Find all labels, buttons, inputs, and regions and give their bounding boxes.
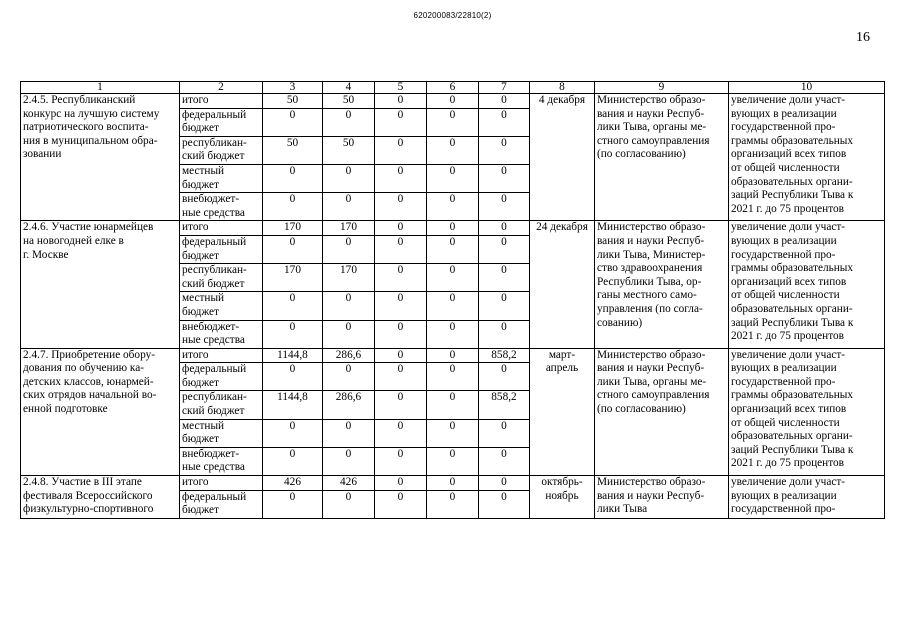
executor-cell: Министерство образо- вания и науки Респуб- лики Тыва, органы ме- стного самоуправления (по согласованию) <box>595 348 729 475</box>
amount-cell: 0 <box>375 447 427 475</box>
activity-name-cell: 2.4.8. Участие в III этапе фестиваля Всероссийского физкультурно-спортивного <box>21 476 180 519</box>
amount-cell: 426 <box>323 476 375 491</box>
term-cell: 4 декабря <box>530 94 595 221</box>
amount-cell: 50 <box>263 136 323 164</box>
amount-cell: 0 <box>479 490 530 518</box>
expected-result-cell: увеличение доли участ- вующих в реализации государственной про- граммы образовательных организаций всех типов от общей численности образовательных органи- заций Республики Тыва к 2021 г. до 75 процентов <box>729 221 885 348</box>
amount-cell: 858,2 <box>479 348 530 363</box>
amount-cell: 0 <box>375 363 427 391</box>
funding-source-cell: федеральный бюджет <box>180 108 263 136</box>
amount-cell: 0 <box>427 320 479 348</box>
amount-cell: 0 <box>263 490 323 518</box>
amount-cell: 0 <box>375 193 427 221</box>
amount-cell: 0 <box>427 419 479 447</box>
column-number: 6 <box>427 82 479 94</box>
funding-source-cell: итого <box>180 221 263 236</box>
amount-cell: 0 <box>479 235 530 263</box>
table-row <box>21 221 885 236</box>
amount-cell: 1144,8 <box>263 391 323 419</box>
amount-cell: 0 <box>479 320 530 348</box>
amount-cell: 170 <box>323 221 375 236</box>
amount-cell: 0 <box>427 447 479 475</box>
amount-cell: 0 <box>479 476 530 491</box>
funding-source-cell: итого <box>180 94 263 109</box>
amount-cell: 0 <box>375 419 427 447</box>
amount-cell: 50 <box>323 136 375 164</box>
amount-cell: 0 <box>479 193 530 221</box>
amount-cell: 0 <box>427 136 479 164</box>
amount-cell: 0 <box>323 363 375 391</box>
amount-cell: 50 <box>263 94 323 109</box>
executor-cell: Министерство образо- вания и науки Респуб- лики Тыва <box>595 476 729 519</box>
amount-cell: 0 <box>375 391 427 419</box>
amount-cell: 0 <box>323 320 375 348</box>
table-body <box>21 82 885 519</box>
amount-cell: 0 <box>427 193 479 221</box>
budget-table <box>20 81 885 519</box>
amount-cell: 0 <box>427 235 479 263</box>
amount-cell: 170 <box>323 264 375 292</box>
table-row <box>21 348 885 363</box>
expected-result-cell: увеличение доли участ- вующих в реализации государственной про- граммы образовательных организаций всех типов от общей численности образовательных органи- заций Республики Тыва к 2021 г. до 75 процентов <box>729 94 885 221</box>
amount-cell: 0 <box>375 221 427 236</box>
amount-cell: 50 <box>323 94 375 109</box>
amount-cell: 0 <box>323 490 375 518</box>
amount-cell: 0 <box>375 320 427 348</box>
amount-cell: 0 <box>323 193 375 221</box>
amount-cell: 0 <box>427 476 479 491</box>
amount-cell: 286,6 <box>323 391 375 419</box>
funding-source-cell: итого <box>180 476 263 491</box>
amount-cell: 0 <box>427 221 479 236</box>
amount-cell: 0 <box>375 164 427 192</box>
amount-cell: 0 <box>263 292 323 320</box>
funding-source-cell: республикан- ский бюджет <box>180 136 263 164</box>
amount-cell: 0 <box>263 108 323 136</box>
expected-result-cell: увеличение доли участ- вующих в реализации государственной про- <box>729 476 885 519</box>
funding-source-cell: республикан- ский бюджет <box>180 391 263 419</box>
amount-cell: 0 <box>263 235 323 263</box>
funding-source-cell: местный бюджет <box>180 292 263 320</box>
column-number: 9 <box>595 82 729 94</box>
column-number: 7 <box>479 82 530 94</box>
funding-source-cell: внебюджет- ные средства <box>180 193 263 221</box>
amount-cell: 0 <box>375 235 427 263</box>
column-number: 5 <box>375 82 427 94</box>
funding-source-cell: федеральный бюджет <box>180 363 263 391</box>
funding-source-cell: республикан- ский бюджет <box>180 264 263 292</box>
amount-cell: 0 <box>427 292 479 320</box>
amount-cell: 0 <box>263 193 323 221</box>
amount-cell: 0 <box>479 363 530 391</box>
amount-cell: 0 <box>479 447 530 475</box>
amount-cell: 0 <box>263 320 323 348</box>
amount-cell: 0 <box>323 292 375 320</box>
amount-cell: 0 <box>323 447 375 475</box>
amount-cell: 0 <box>375 476 427 491</box>
funding-source-cell: федеральный бюджет <box>180 490 263 518</box>
funding-source-cell: внебюджет- ные средства <box>180 320 263 348</box>
funding-source-cell: федеральный бюджет <box>180 235 263 263</box>
amount-cell: 0 <box>263 164 323 192</box>
activity-name-cell: 2.4.6. Участие юнармейцев на новогодней елке в г. Москве <box>21 221 180 348</box>
executor-cell: Министерство образо- вания и науки Респуб- лики Тыва, Министер- ство здравоохранения Республики Тыва, ор- ганы местного само- управления (по согла- сованию) <box>595 221 729 348</box>
amount-cell: 170 <box>263 221 323 236</box>
amount-cell: 0 <box>479 221 530 236</box>
amount-cell: 0 <box>263 363 323 391</box>
column-number-row <box>21 82 885 94</box>
document-id: 620200083/22810(2) <box>413 11 492 20</box>
amount-cell: 0 <box>427 108 479 136</box>
amount-cell: 0 <box>427 264 479 292</box>
amount-cell: 286,6 <box>323 348 375 363</box>
funding-source-cell: местный бюджет <box>180 164 263 192</box>
activity-name-cell: 2.4.7. Приобретение обору- дования по обучению ка- детских классов, юнармей- ских отрядов начальной во- енной подготовке <box>21 348 180 475</box>
amount-cell: 1144,8 <box>263 348 323 363</box>
amount-cell: 0 <box>427 164 479 192</box>
table-row <box>21 94 885 109</box>
column-number: 3 <box>263 82 323 94</box>
amount-cell: 858,2 <box>479 391 530 419</box>
term-cell: март- апрель <box>530 348 595 475</box>
amount-cell: 0 <box>479 164 530 192</box>
amount-cell: 0 <box>427 391 479 419</box>
amount-cell: 426 <box>263 476 323 491</box>
column-number: 8 <box>530 82 595 94</box>
column-number: 10 <box>729 82 885 94</box>
amount-cell: 0 <box>427 94 479 109</box>
amount-cell: 0 <box>375 348 427 363</box>
term-cell: октябрь- ноябрь <box>530 476 595 519</box>
table-row <box>21 476 885 491</box>
funding-source-cell: внебюджет- ные средства <box>180 447 263 475</box>
amount-cell: 0 <box>323 419 375 447</box>
amount-cell: 0 <box>323 235 375 263</box>
column-number: 2 <box>180 82 263 94</box>
amount-cell: 0 <box>479 419 530 447</box>
amount-cell: 0 <box>375 490 427 518</box>
amount-cell: 0 <box>323 108 375 136</box>
amount-cell: 0 <box>479 136 530 164</box>
amount-cell: 0 <box>375 108 427 136</box>
executor-cell: Министерство образо- вания и науки Респуб- лики Тыва, органы ме- стного самоуправления (по согласованию) <box>595 94 729 221</box>
amount-cell: 0 <box>427 348 479 363</box>
amount-cell: 0 <box>323 164 375 192</box>
amount-cell: 0 <box>479 108 530 136</box>
amount-cell: 0 <box>479 264 530 292</box>
column-number: 4 <box>323 82 375 94</box>
amount-cell: 0 <box>427 363 479 391</box>
amount-cell: 0 <box>375 292 427 320</box>
amount-cell: 0 <box>375 94 427 109</box>
amount-cell: 170 <box>263 264 323 292</box>
page-number: 16 <box>856 30 870 45</box>
amount-cell: 0 <box>375 136 427 164</box>
funding-source-cell: итого <box>180 348 263 363</box>
activity-name-cell: 2.4.5. Республиканский конкурс на лучшую систему патриотического воспита- ния в муниципальном обра- зовании <box>21 94 180 221</box>
amount-cell: 0 <box>479 292 530 320</box>
column-number: 1 <box>21 82 180 94</box>
amount-cell: 0 <box>263 447 323 475</box>
funding-source-cell: местный бюджет <box>180 419 263 447</box>
amount-cell: 0 <box>479 94 530 109</box>
amount-cell: 0 <box>427 490 479 518</box>
amount-cell: 0 <box>263 419 323 447</box>
expected-result-cell: увеличение доли участ- вующих в реализации государственной про- граммы образовательных организаций всех типов от общей численности образовательных органи- заций Республики Тыва к 2021 г. до 75 процентов <box>729 348 885 475</box>
term-cell: 24 декабря <box>530 221 595 348</box>
amount-cell: 0 <box>375 264 427 292</box>
